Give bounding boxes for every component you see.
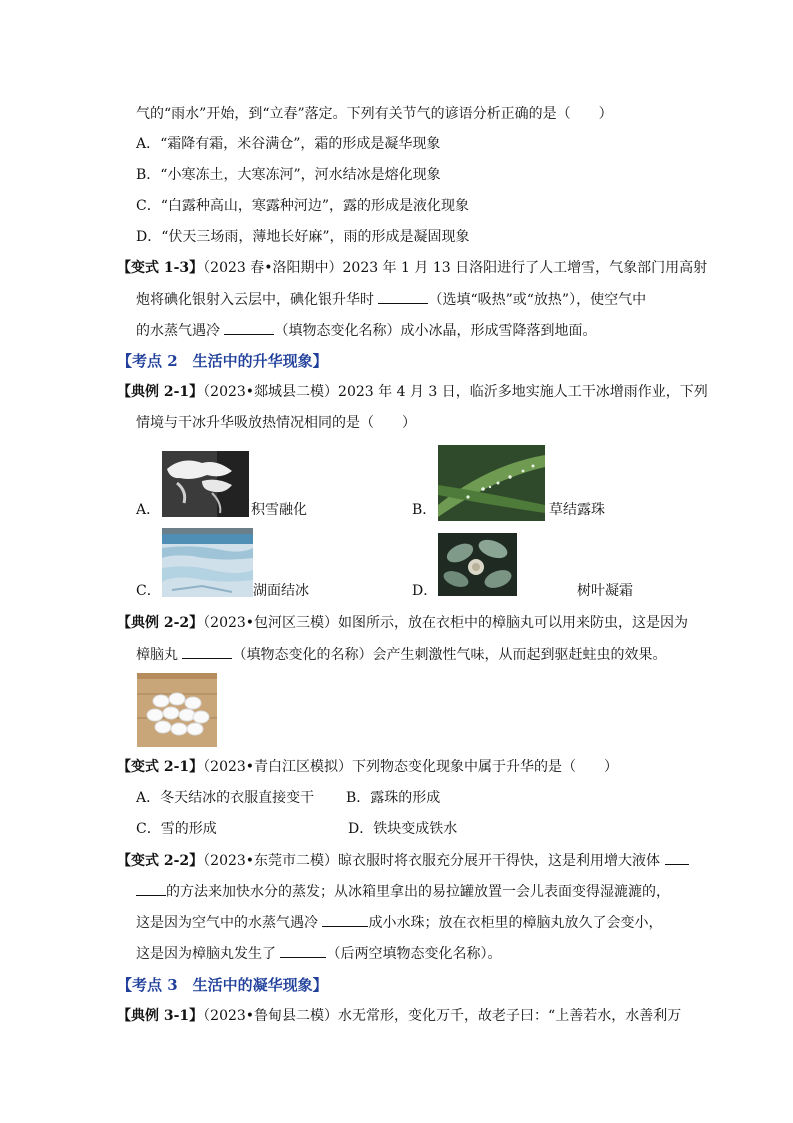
v21-option-a: A．冬天结冰的衣服直接变干 — [136, 790, 315, 806]
section-title-kp2: 【考点 2 生活中的升华现象】 — [117, 352, 328, 370]
v13-line1: 【变式 1-3】（2023 春•洛阳期中）2023 年 1 月 13 日洛阳进行了人工增雪，气象部门用高射 — [117, 260, 708, 276]
answer-blank-continuation[interactable] — [136, 881, 166, 896]
e21-option-c-label: C． — [136, 583, 161, 599]
snow-melting-image — [162, 451, 249, 517]
e21-option-d-label: D． — [412, 583, 438, 599]
v22-line1: 【变式 2-2】（2023•东莞市二模）晾衣服时将衣服充分展开干得快，这是利用增大液体 — [117, 850, 689, 871]
v22-tag: 【变式 2-2】 — [117, 853, 204, 869]
e21-option-a-label: A． — [136, 502, 161, 518]
v21-line1: 【变式 2-1】（2023•青白江区模拟）下列物态变化现象中属于升华的是（ ） — [117, 759, 619, 775]
e31-tag: 【典例 3-1】 — [117, 1008, 204, 1024]
v13-line2: 炮将碘化银射入云层中，碘化银升华时 （选填“吸热”或“放热”），使空气中 — [136, 289, 646, 310]
answer-blank[interactable] — [280, 943, 326, 958]
e21-option-d-caption: 树叶凝霜 — [577, 583, 633, 599]
e22-tag: 【典例 2-2】 — [117, 615, 204, 631]
v21-option-b: B．露珠的形成 — [346, 790, 441, 806]
e21-option-b-caption: 草结露珠 — [549, 502, 605, 518]
e21-line2: 情境与干冰升华吸放热情况相同的是（ ） — [136, 415, 416, 431]
v21-option-c: C．雪的形成 — [136, 821, 217, 837]
e21-line1: 【典例 2-1】（2023•郯城县二模）2023 年 4 月 3 日，临沂多地实施人工干冰增雨作业，下列 — [117, 384, 708, 400]
section-title-kp3: 【考点 3 生活中的凝华现象】 — [117, 976, 328, 994]
v22-line3: 这是因为空气中的水蒸气遇冷 成小水珠；放在衣柜里的樟脑丸放久了会变小， — [136, 912, 662, 933]
q1-option-c: C．“白露种高山，寒露种河边”，露的形成是液化现象 — [136, 198, 470, 214]
v21-option-d: D．铁块变成铁水 — [348, 821, 458, 837]
v13-tag: 【变式 1-3】 — [117, 260, 204, 276]
answer-blank[interactable] — [182, 644, 232, 659]
answer-blank[interactable] — [378, 289, 428, 304]
answer-blank[interactable] — [322, 912, 368, 927]
q1-stem: 气的“雨水”开始，到“立春”落定。下列有关节气的谚语分析正确的是（ ） — [136, 106, 613, 122]
e22-line1: 【典例 2-2】（2023•包河区三模）如图所示，放在衣柜中的樟脑丸可以用来防虫，这是因为 — [117, 615, 689, 631]
e21-option-b-label: B． — [412, 502, 437, 518]
q1-option-a: A．“霜降有霜，米谷满仓”，霜的形成是凝华现象 — [136, 136, 441, 152]
frosted-leaves-image — [438, 533, 517, 596]
v22-line4: 这是因为樟脑丸发生了 （后两空填物态变化名称）。 — [136, 943, 501, 964]
e31-line1: 【典例 3-1】（2023•鲁甸县二模）水无常形，变化万千，故老子曰：“上善若水，水善利万 — [117, 1008, 682, 1024]
answer-blank[interactable] — [224, 320, 274, 335]
v21-tag: 【变式 2-1】 — [117, 759, 204, 775]
v22-line2: 的方法来加快水分的蒸发；从冰箱里拿出的易拉罐放置一会儿表面变得湿漉漉的， — [136, 881, 670, 902]
e21-option-c-caption: 湖面结冰 — [253, 583, 309, 599]
e21-tag: 【典例 2-1】 — [117, 384, 204, 400]
q1-option-b: B．“小寒冻土，大寒冻河”，河水结冰是熔化现象 — [136, 167, 441, 183]
grass-dew-image — [438, 445, 545, 521]
frozen-lake-image — [162, 528, 253, 597]
v13-line3: 的水蒸气遇冷 （填物态变化名称）成小冰晶，形成雪降落到地面。 — [136, 320, 596, 341]
q1-option-d: D．“伏天三场雨，薄地长好麻”，雨的形成是凝固现象 — [136, 229, 470, 245]
mothballs-image — [137, 673, 217, 747]
e22-line2: 樟脑丸 （填物态变化的名称）会产生刺激性气味，从而起到驱赶蛀虫的效果。 — [136, 644, 666, 665]
answer-blank[interactable] — [665, 850, 689, 865]
e21-option-a-caption: 积雪融化 — [251, 502, 307, 518]
